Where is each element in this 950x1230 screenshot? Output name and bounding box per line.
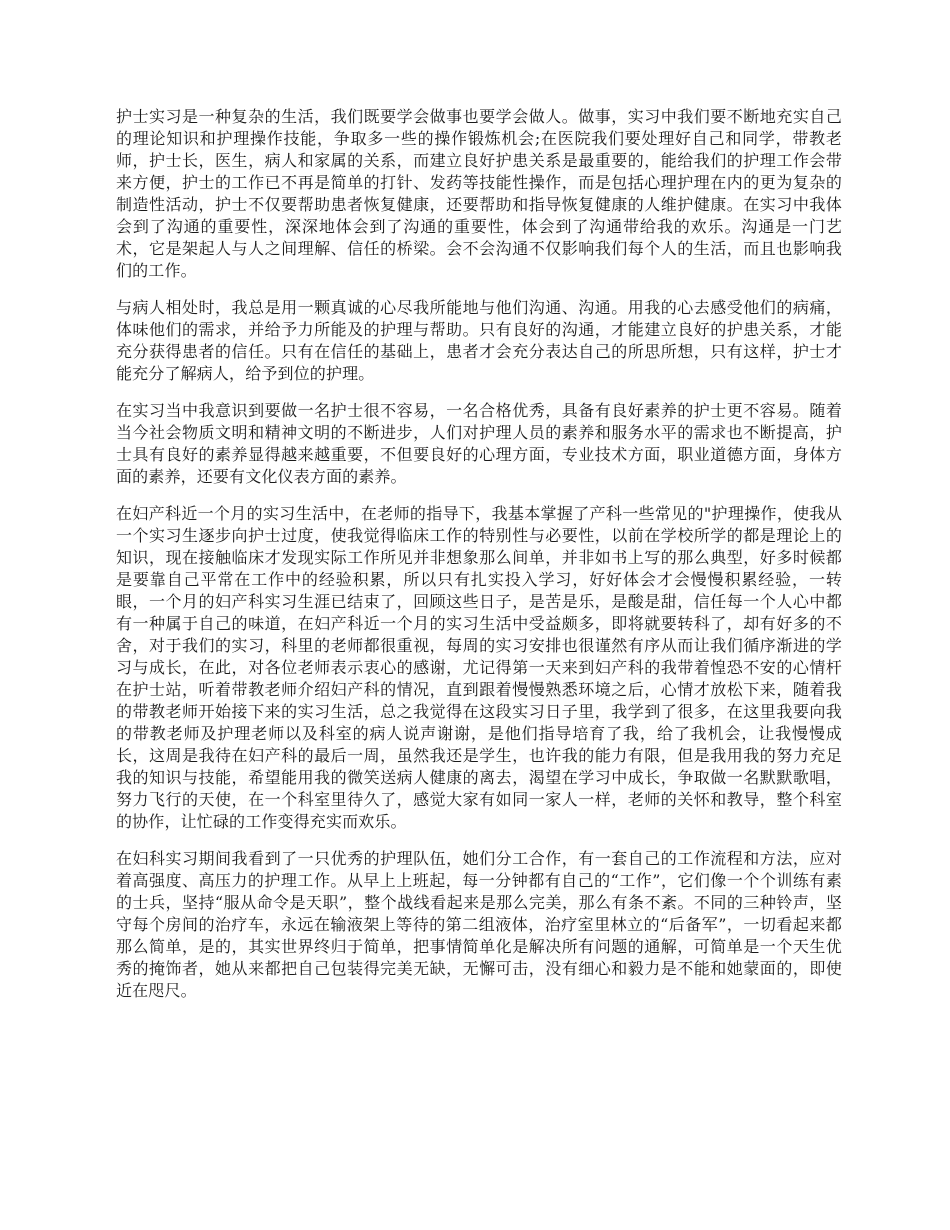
- paragraph-5: 在妇科实习期间我看到了一只优秀的护理队伍，她们分工合作，有一套自己的工作流程和方法，应对着高强度、高压力的护理工作。从早上上班起，每一分钟都有自己的“工作”，它们像一个个训练有素的士兵，坚持“服从命令是天职”，整个战线看起来是那么完美，那么有条不紊。不同的三种铃声，坚守每个房间的治疗车，永远在输液架上等待的第二组液体，治疗室里林立的“后备军”，一切看起来都那么简单，是的，其实世界终归于简单，把事情简单化是解决所有问题的通解，可简单是一个天生优秀的掩饰者，她从来都把自己包装得完美无缺，无懈可击，没有细心和毅力是不能和她蒙面的，即使近在咫尺。: [116, 849, 842, 1000]
- paragraph-2: 与病人相处时，我总是用一颗真诚的心尽我所能地与他们沟通、沟通。用我的心去感受他们的病痛，体味他们的需求，并给予力所能及的护理与帮助。只有良好的沟通，才能建立良好的护患关系，才能充分获得患者的信任。只有在信任的基础上，患者才会充分表达自己的所思所想，只有这样，护士才能充分了解病人，给予到位的护理。: [116, 298, 842, 383]
- paragraph-4: 在妇产科近一个月的实习生活中，在老师的指导下，我基本掌握了产科一些常见的"护理操作，使我从一个实习生逐步向护士过度，使我觉得临床工作的特别性与必要性，以前在学校所学的都是理论上的知识，现在接触临床才发现实际工作所见并非想象那么间单，并非如书上写的那么典型，好多时候都是要靠自己平常在工作中的经验积累，所以只有扎实投入学习，好好体会才会慢慢积累经验，一转眼，一个月的妇产科实习生涯已结束了，回顾这些日子，是苦是乐，是酸是甜，信任每一个人心中都有一种属于自己的味道，在妇产科近一个月的实习生活中受益颇多，即将就要转科了，却有好多的不舍，对于我们的实习，科里的老师都很重视，每周的实习安排也很谨然有序从而让我们循序渐进的学习与成长，在此，对各位老师表示衷心的感谢，尤记得第一天来到妇产科的我带着惶恐不安的心情杆在护士站，听着带教老师介绍妇产科的情况，直到跟着慢慢熟悉环境之后，心情才放松下来，随着我的带教老师开始接下来的实习生活，总之我觉得在这段实习日子里，我学到了很多，在这里我要向我的带教老师及护理老师以及科室的病人说声谢谢，是他们指导培育了我，给了我机会，让我慢慢成长，这周是我待在妇产科的最后一周，虽然我还是学生，也许我的能力有限，但是我用我的努力充足我的知识与技能，希望能用我的微笑送病人健康的离去，渴望在学习中成长，争取做一名默默歌唱，努力飞行的天使，在一个科室里待久了，感觉大家有如同一家人一样，老师的关怀和教导，整个科室的协作，让忙碌的工作变得充实而欢乐。: [116, 504, 842, 831]
- paragraph-1: 护士实习是一种复杂的生活，我们既要学会做事也要学会做人。做事，实习中我们要不断地充实自己的理论知识和护理操作技能，争取多一些的操作锻炼机会;在医院我们要处理好自己和同学，带教老师，护士长，医生，病人和家属的关系，而建立良好护患关系是最重要的，能给我们的护理工作会带来方便，护士的工作已不再是简单的打针、发药等技能性操作，而是包括心理护理在内的更为复杂的制造性活动，护士不仅要帮助患者恢复健康，还要帮助和指导恢复健康的人维护健康。在实习中我体会到了沟通的重要性，深深地体会到了沟通的重要性，体会到了沟通带给我的欢乐。沟通是一门艺术，它是架起人与人之间理解、信任的桥梁。会不会沟通不仅影响我们每个人的生活，而且也影响我们的工作。: [116, 107, 842, 280]
- paragraph-3: 在实习当中我意识到要做一名护士很不容易，一名合格优秀，具备有良好素养的护士更不容易。随着当今社会物质文明和精神文明的不断进步，人们对护理人员的素养和服务水平的需求也不断提高，护士具有良好的素养显得越来越重要，不但要良好的心理方面，专业技术方面，职业道德方面，身体方面的素养，还要有文化仪表方面的素养。: [116, 401, 842, 486]
- document-body: [116, 106, 842, 1017]
